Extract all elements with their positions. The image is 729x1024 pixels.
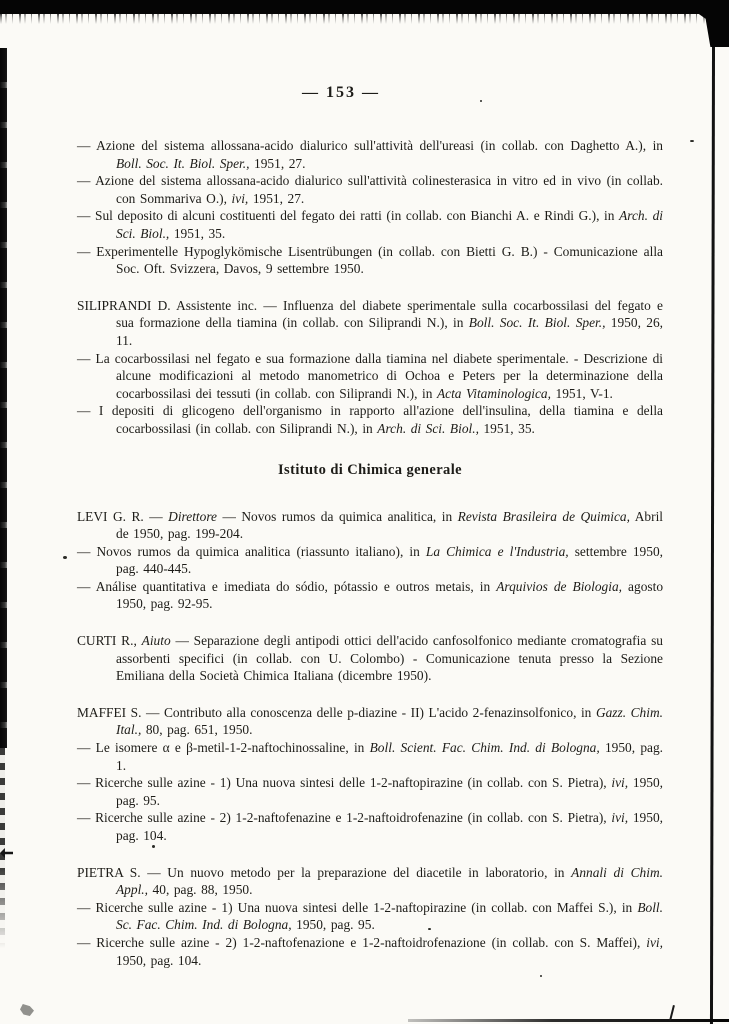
entry-journal-italic: Revista Brasileira de Quimica,	[457, 508, 630, 524]
bibliography-group	[77, 297, 663, 438]
bibliography-group	[77, 632, 663, 685]
bibliography-entry	[77, 508, 663, 543]
bibliography-entry	[77, 137, 663, 172]
page-body	[77, 84, 663, 969]
entry-text: — Azione del sistema allossana-acido dialurico sull'attività colinesterasica in vitro ed in vivo (in collab. con Sommariva O.),	[77, 173, 663, 206]
entry-journal-italic: Boll. Soc. It. Biol. Sper.,	[468, 315, 606, 331]
entry-text: — Novos rumos da quimica analitica (riassunto italiano), in	[77, 543, 426, 559]
entry-text: — Experimentelle Hypoglykömische Lisentrübungen (in collab. con Bietti G. B.) - Comunicazione alla Soc. Oft. Svizzera, Davos, 9 settembre 1950.	[77, 243, 663, 277]
entry-text: — Ricerche sulle azine - 2) 1-2-naftofenazine e 1-2-naftoidrofenazine (in collab. con S. Pietra),	[77, 810, 612, 826]
entry-text: — La cocarbossilasi nel fegato e sua formazione dalla tiamina nel diabete sperimentale. - Descrizione di alcune modificazioni al metodo manometrico di Ochoa e Peters per la determinazione della cocarbossilasi dei tessuti (in collab. con Siliprandi N.), in	[77, 350, 663, 401]
scan-speck	[63, 556, 67, 559]
scan-smudge	[20, 1004, 34, 1016]
bibliography-entry	[77, 774, 663, 809]
entry-text: 1950, pag. 95.	[116, 775, 663, 808]
bibliography-entry	[77, 207, 663, 242]
entry-journal-italic: Boll. Sc. Fac. Chim. Ind. di Bologna,	[116, 899, 663, 933]
entry-journal-italic: ivi,	[646, 934, 663, 950]
entry-journal-italic: Aiuto	[141, 633, 171, 649]
bibliography-entry	[77, 704, 663, 739]
entry-text: 80, pag. 651, 1950.	[141, 722, 253, 738]
entry-text: Abril de 1950, pag. 199-204.	[116, 508, 664, 542]
scan-edge-top-fringe	[0, 14, 729, 24]
entry-text: 40, pag. 88, 1950.	[148, 882, 253, 898]
entry-text: CURTI R.,	[77, 633, 142, 649]
entry-journal-italic: Boll. Scient. Fac. Chim. Ind. di Bologna,	[369, 740, 600, 756]
entry-text: — I depositi di glicogeno dell'organismo in rapporto all'azione dell'insulina, della tiamina e della cocarbossilasi (in collab. con Siliprandi N.), in	[77, 403, 663, 436]
bibliography-entry	[77, 739, 663, 774]
bibliography-group	[77, 137, 663, 278]
entry-text: — Novos rumos da quimica analitica, in	[217, 508, 458, 524]
entry-text: 1950, pag. 95.	[291, 917, 375, 933]
entry-journal-italic: Direttore	[168, 508, 217, 524]
entry-text: 1951, 35.	[478, 420, 535, 436]
entry-journal-italic: Acta Vitaminologica,	[436, 385, 551, 401]
bibliography-entry	[77, 864, 663, 899]
bibliography-entry	[77, 578, 663, 613]
bibliography-group	[77, 704, 663, 845]
scan-edge-left-tail	[0, 748, 5, 948]
bibliography-bottom	[77, 508, 663, 970]
entry-text: — Le isomere α e β-metil-1-2-naftochinossaline, in	[77, 740, 370, 756]
entry-text: PIETRA S. — Un nuovo metodo per la preparazione del diacetile in laboratorio, in	[77, 864, 572, 880]
entry-journal-italic: Annali di Chim. Appl.,	[116, 864, 663, 898]
bibliography-entry	[77, 632, 663, 685]
bibliography-group	[77, 864, 663, 970]
scan-edge-left	[0, 48, 7, 748]
bibliography-entry	[77, 243, 663, 278]
entry-text: — Azione del sistema allossana-acido dialurico sull'attività dell'ureasi (in collab. con Daghetto A.), in	[77, 138, 663, 153]
entry-text: — Ricerche sulle azine - 2) 1-2-naftofenazione e 1-2-naftoidrofenazione (in collab. con S. Maffei),	[77, 934, 647, 950]
scan-edge-bottom	[408, 1019, 729, 1022]
entry-text: — Separazione degli antipodi ottici dell'acido canfosolfonico mediante cromatografia su assorbenti specifici (in collab. con U. Colombo) - Comunicazione tenuta presso la Sezione Emiliana della Società Chimica Italiana (dicembre 1950).	[116, 633, 663, 684]
entry-text: — Ricerche sulle azine - 1) Una nuova sintesi delle 1-2-naftopirazine (in collab. con Maffei S.), in	[77, 899, 638, 915]
scan-speck	[690, 140, 694, 142]
bibliography-entry	[77, 350, 663, 403]
bibliography-top	[77, 137, 663, 438]
bibliography-entry	[77, 899, 663, 934]
entry-text: — Ricerche sulle azine - 1) Una nuova sintesi delle 1-2-naftopirazine (in collab. con S. Pietra),	[77, 775, 612, 791]
entry-text: 1951, V-1.	[550, 385, 613, 401]
entry-journal-italic: Arch. di Sci. Biol.,	[377, 420, 479, 436]
entry-text: 1950, pag. 1.	[116, 740, 664, 773]
entry-journal-italic: Gazz. Chim. Ital.,	[116, 704, 663, 738]
entry-text: agosto 1950, pag. 92-95.	[116, 578, 664, 612]
scan-edge-top	[0, 0, 729, 14]
bibliography-entry	[77, 934, 663, 969]
entry-journal-italic: ivi,	[231, 190, 249, 206]
entry-journal-italic: La Chimica e l'Industria,	[425, 543, 569, 559]
entry-text: — Sul deposito di alcuni costituenti del fegato dei ratti (in collab. con Bianchi A. e Rindi G.), in	[77, 208, 620, 224]
entry-text: SILIPRANDI D. Assistente inc. — Influenza del diabete sperimentale sulla cocarbossilasi del fegato e sua formazione della tiamina (in collab. con Siliprandi N.), in	[77, 297, 663, 331]
section-heading: Istituto di Chimica generale	[278, 461, 462, 478]
page-number: — 153 —	[302, 84, 380, 101]
entry-text: 1951, 27.	[249, 155, 306, 171]
entry-journal-italic: Arquivios de Biologia,	[496, 578, 622, 594]
entry-journal-italic: Arch. di Sci. Biol.,	[116, 208, 664, 241]
entry-text: 1951, 27.	[248, 190, 305, 206]
bibliography-entry	[77, 172, 663, 207]
bibliography-entry	[77, 809, 663, 844]
scan-edge-right	[710, 40, 715, 1024]
entry-text: LEVI G. R. —	[77, 508, 169, 524]
bibliography-entry	[77, 297, 663, 350]
entry-journal-italic: ivi,	[611, 775, 629, 791]
entry-text: 1950, pag. 104.	[116, 810, 663, 843]
entry-text: settembre 1950, pag. 440-445.	[116, 543, 663, 577]
entry-text: 1951, 35.	[169, 225, 226, 241]
entry-text: — Análise quantitativa e imediata do sódio, pótassio e outros metais, in	[77, 578, 497, 594]
entry-text: 1950, pag. 104.	[116, 952, 202, 968]
entry-text: 1950, 26, 11.	[116, 315, 664, 348]
entry-journal-italic: ivi,	[611, 810, 629, 826]
scan-speck	[540, 975, 542, 977]
entry-text: MAFFEI S. — Contributo alla conoscenza delle p-diazine - II) L'acido 2-fenazinsolfonico, in	[77, 704, 596, 720]
bibliography-entry	[77, 402, 663, 437]
bibliography-entry	[77, 543, 663, 578]
entry-journal-italic: Boll. Soc. It. Biol. Sper.,	[116, 155, 250, 171]
bibliography-group	[77, 508, 663, 614]
